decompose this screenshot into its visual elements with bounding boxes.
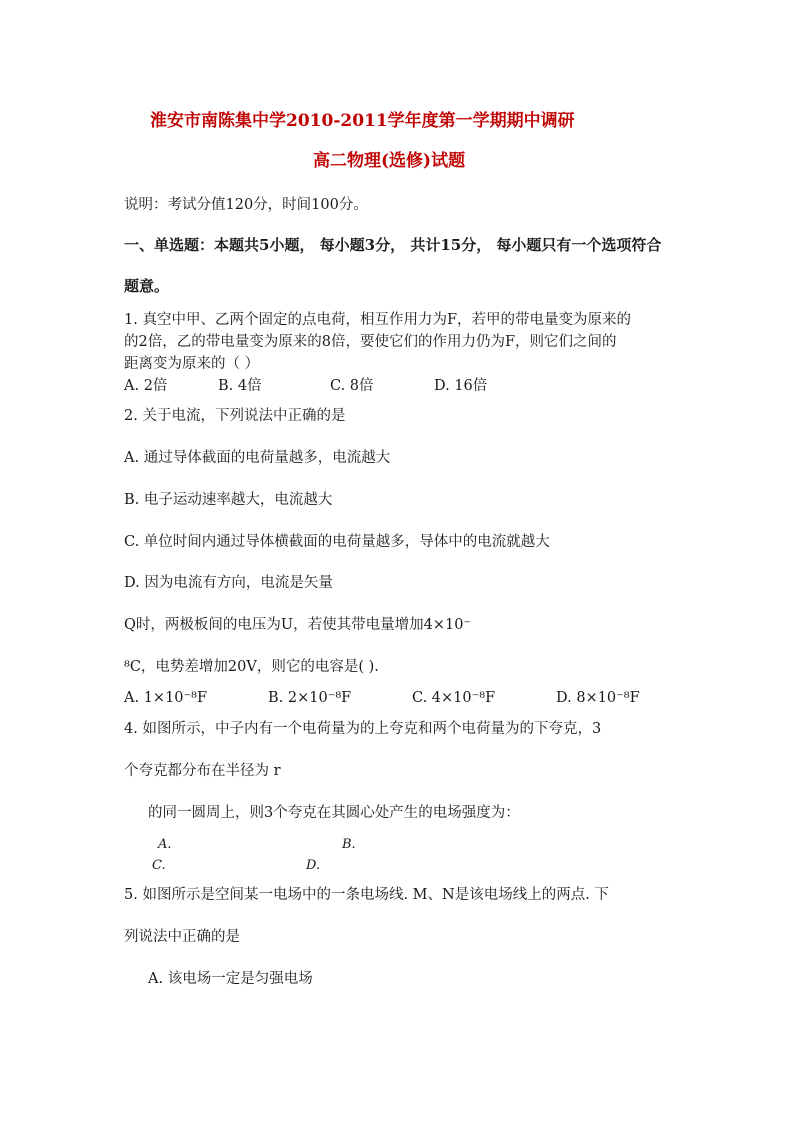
q1-stem-line2: 的2倍，乙的带电量变为原来的8倍，要使它们的作用力仍为F，则它们之间的	[124, 334, 617, 350]
q1-option-c: C. 8倍	[330, 378, 374, 394]
q4-option-c: C.	[152, 858, 166, 873]
q1-stem-line3: 距离变为原来的（ ）	[124, 356, 260, 372]
q3-option-c: C. 4×10⁻⁸F	[412, 690, 496, 706]
q4-option-a: A.	[158, 837, 172, 852]
q1-stem-line1: 1. 真空中甲、乙两个固定的点电荷，相互作用力为F，若甲的带电量变为原来的	[124, 312, 632, 328]
q1-option-b: B. 4倍	[218, 378, 262, 394]
q1-option-a: A. 2倍	[124, 378, 168, 394]
exam-note: 说明：考试分值120分，时间100分。	[124, 197, 368, 213]
q2-option-b: B. 电子运动速率越大，电流越大	[124, 492, 333, 508]
q2-stem: 2. 关于电流，下列说法中正确的是	[124, 408, 346, 424]
q5-stem-line1: 5. 如图所示是空间某一电场中的一条电场线. M、N是该电场线上的两点. 下	[124, 887, 609, 903]
q4-option-d: D.	[306, 858, 321, 873]
q2-option-c: C. 单位时间内通过导体横截面的电荷量越多，导体中的电流就越大	[124, 534, 550, 550]
section-heading-cont: 题意。	[124, 277, 170, 295]
q3-option-d: D. 8×10⁻⁸F	[556, 690, 640, 706]
section-heading: 一、单选题：本题共5小题， 每小题3分， 共计15分， 每小题只有一个选项符合	[124, 236, 662, 254]
q4-stem-line2: 个夸克都分布在半径为 r	[124, 763, 281, 779]
q4-stem-line3: 的同一圆周上，则3个夸克在其圆心处产生的电场强度为：	[148, 805, 520, 821]
q4-stem-line1: 4. 如图所示，中子内有一个电荷量为的上夸克和两个电荷量为的下夸克，3	[124, 721, 602, 737]
exam-title: 淮安市南陈集中学2010-2011学年度第一学期期中调研	[150, 111, 575, 131]
q3-stem-line1: Q时，两极板间的电压为U，若使其带电量增加4×10⁻	[124, 617, 472, 633]
q3-option-b: B. 2×10⁻⁸F	[268, 690, 352, 706]
q1-option-d: D. 16倍	[434, 378, 488, 394]
q4-option-b: B.	[342, 837, 356, 852]
q2-option-a: A. 通过导体截面的电荷量越多，电流越大	[124, 450, 391, 466]
q5-stem-line2: 列说法中正确的是	[124, 929, 240, 945]
q5-option-a: A. 该电场一定是匀强电场	[148, 971, 313, 987]
q2-option-d: D. 因为电流有方向，电流是矢量	[124, 575, 333, 591]
q3-stem-line2: ⁸C，电势差增加20V，则它的电容是( ).	[124, 659, 379, 675]
exam-subtitle: 高二物理(选修)试题	[313, 151, 466, 171]
q3-option-a: A. 1×10⁻⁸F	[124, 690, 208, 706]
